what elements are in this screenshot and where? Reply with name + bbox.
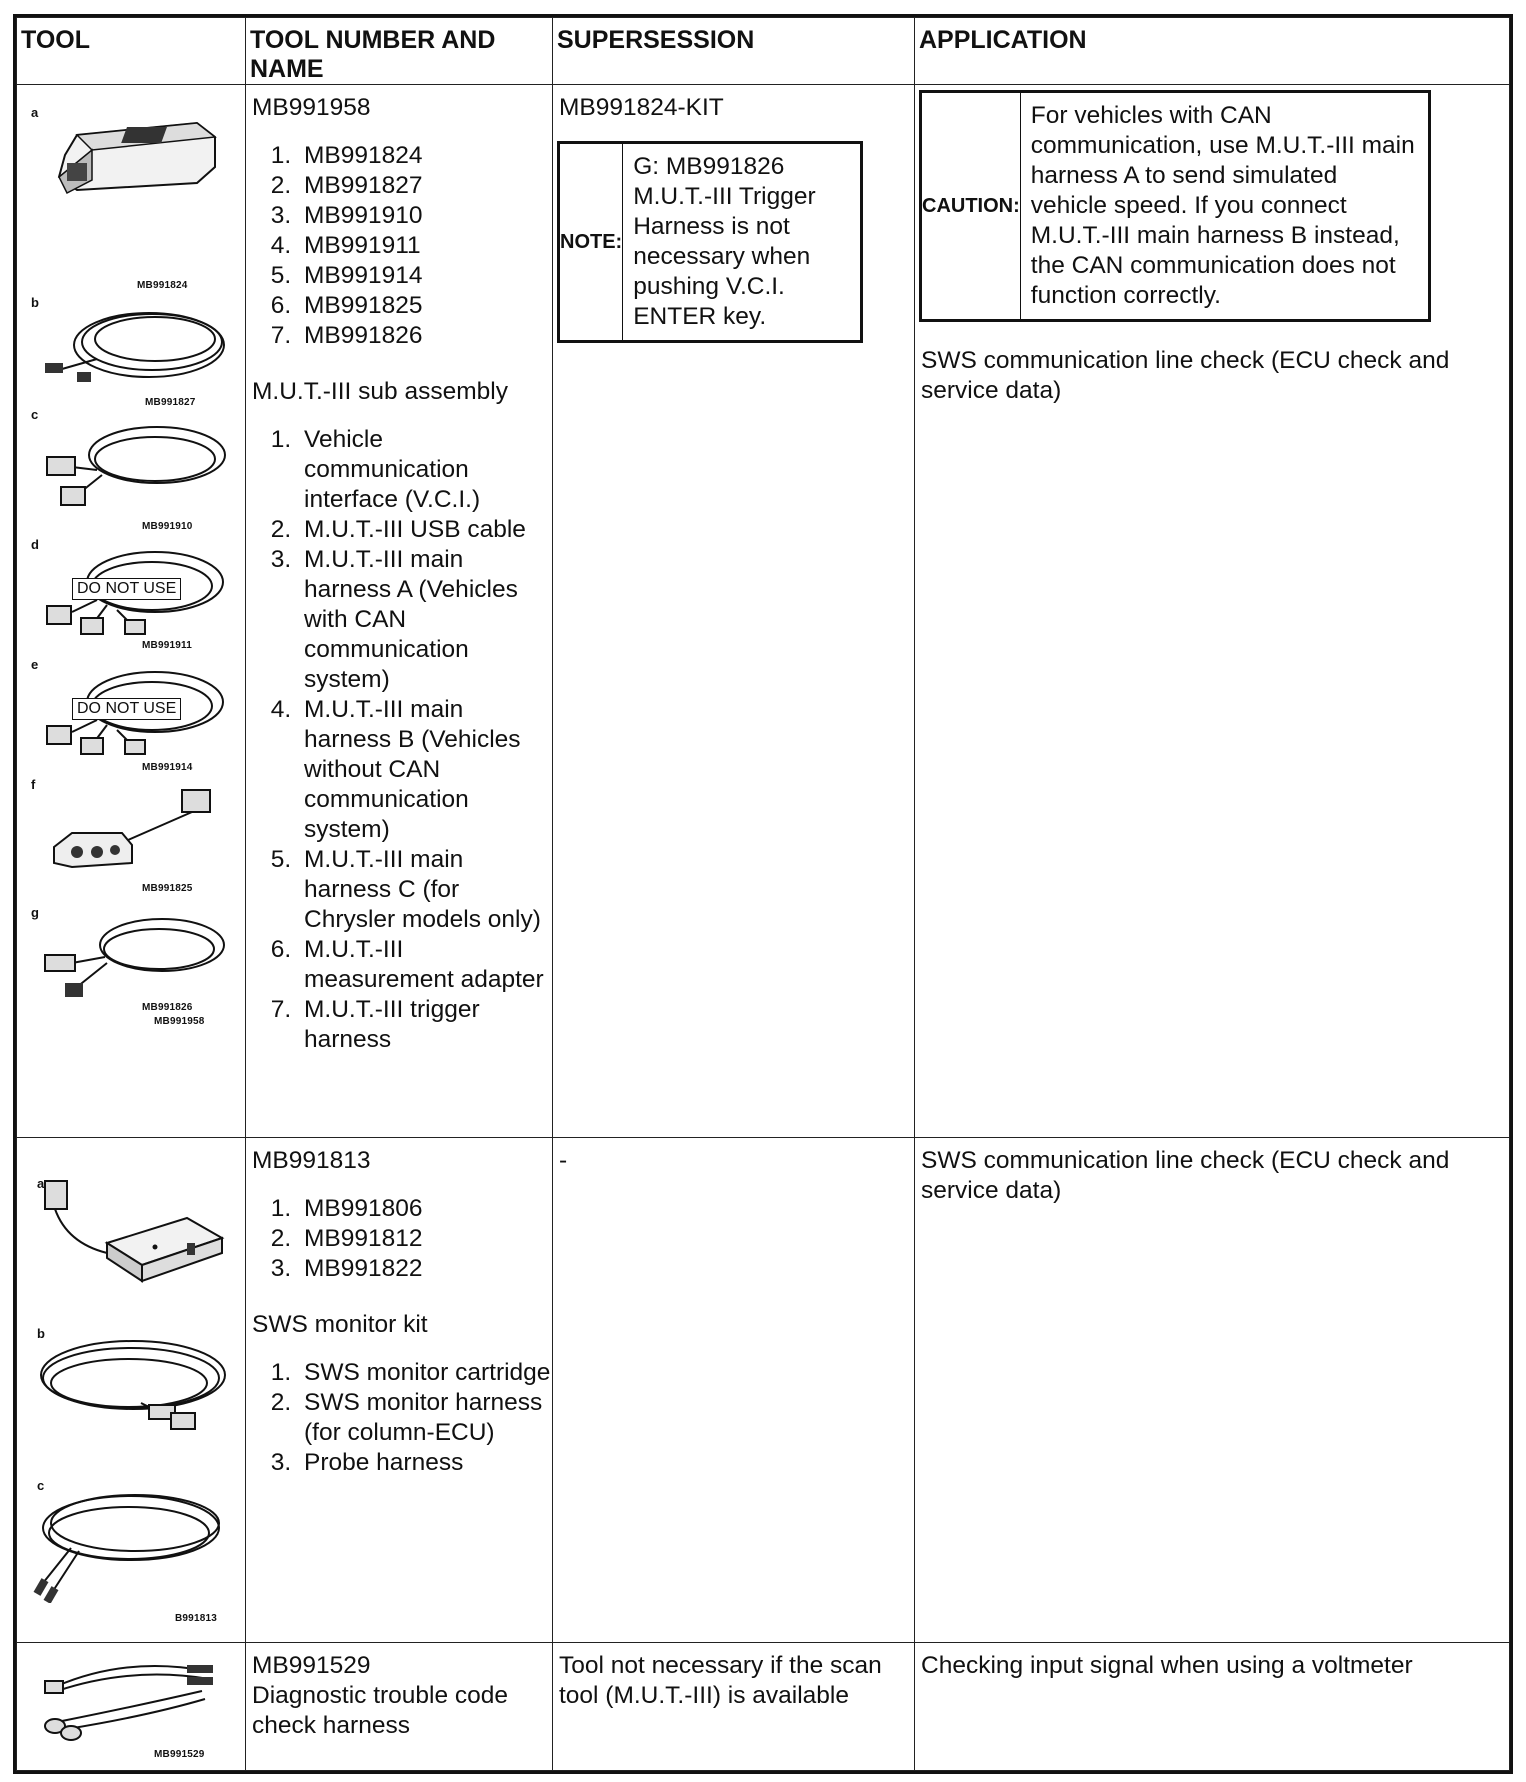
tool-number-cell: [246, 1643, 553, 1771]
tool-illustration-mb991813: [17, 1138, 246, 1643]
supersession-cell: [553, 1138, 915, 1643]
tool-number-cell: [246, 1138, 553, 1643]
supersession-value: MB991824-KIT: [559, 94, 724, 121]
image-letter: b: [31, 295, 39, 310]
sws-monitor-harness-image: [31, 1333, 236, 1443]
note-text: G: MB991826 M.U.T.-III Trigger Harness is not necessary when pushing V.C.I. ENTER key.: [633, 153, 816, 330]
image-letter: c: [31, 407, 39, 422]
sub-assembly-list: [246, 1358, 552, 1478]
list-item: 7. MB991826: [298, 321, 552, 351]
image-letter: f: [31, 777, 36, 792]
supersession-cell: [553, 85, 915, 1138]
main-harness-image: [37, 415, 232, 515]
usb-cable-image: [37, 297, 232, 392]
list-item: 1. MB991806: [298, 1194, 552, 1224]
tool-number: MB991958: [252, 94, 371, 121]
part-list: [246, 1194, 552, 1284]
list-item: 1. Vehicle communication interface (V.C.I.): [298, 425, 552, 515]
part-number: MB991910: [142, 521, 193, 532]
image-letter: a: [31, 105, 39, 120]
list-item: 4. MB991911: [298, 231, 552, 261]
part-list: [246, 141, 552, 351]
list-item: 3. M.U.T.-III main harness A (Vehicles with CAN communication system): [298, 545, 552, 695]
list-item: 6. M.U.T.-III measurement adapter: [298, 935, 552, 995]
image-letter: e: [31, 657, 39, 672]
part-number: MB991827: [145, 397, 196, 408]
supersession-value: -: [559, 1147, 568, 1174]
caution-label: CAUTION:: [922, 93, 1021, 319]
image-caption: MB991529: [154, 1749, 205, 1760]
list-item: 4. M.U.T.-III main harness B (Vehicles without CAN communication system): [298, 695, 552, 845]
do-not-use-label: DO NOT USE: [72, 578, 181, 600]
sub-assembly-title: M.U.T.-III sub assembly: [252, 378, 508, 405]
image-letter: d: [31, 537, 39, 552]
trigger-harness-image: [37, 905, 232, 1005]
application-cell: [915, 1643, 1510, 1771]
list-item: 2. MB991812: [298, 1224, 552, 1254]
tool-illustration-mb991529: [17, 1643, 246, 1771]
list-item: 5. M.U.T.-III main harness C (for Chrysler models only): [298, 845, 552, 935]
image-letter: a: [37, 1176, 45, 1191]
vci-unit-image: [47, 105, 222, 200]
application-cell: [915, 1138, 1510, 1643]
note-box: [557, 141, 863, 343]
table-row: [17, 85, 1510, 1138]
list-item: 7. M.U.T.-III trigger harness: [298, 995, 552, 1055]
application-text: Checking input signal when using a voltmeter: [921, 1652, 1413, 1679]
list-item: 6. MB991825: [298, 291, 552, 321]
header-application: APPLICATION: [915, 18, 1510, 85]
part-number: MB991914: [142, 762, 193, 773]
sub-assembly-list: [246, 425, 552, 1055]
list-item: 3. MB991822: [298, 1254, 552, 1284]
list-item: 2. M.U.T.-III USB cable: [298, 515, 552, 545]
list-item: 2. MB991827: [298, 171, 552, 201]
table-row: [17, 1643, 1510, 1771]
tool-number-cell: [246, 85, 553, 1138]
do-not-use-label: DO NOT USE: [72, 698, 181, 720]
list-item: 5. MB991914: [298, 261, 552, 291]
probe-harness-image: [31, 1483, 231, 1603]
dtc-check-harness-image: [37, 1651, 232, 1746]
sub-assembly-title: SWS monitor kit: [252, 1311, 428, 1338]
header-row: [17, 18, 1510, 85]
special-tools-table: [13, 14, 1513, 1774]
image-caption: MB991958: [154, 1016, 205, 1027]
tool-number: MB991529: [252, 1652, 371, 1679]
header-tool: TOOL: [17, 18, 246, 85]
image-caption: B991813: [175, 1613, 217, 1624]
header-tool-number: TOOL NUMBER AND NAME: [246, 18, 553, 85]
tool-illustration-mb991958: [17, 85, 246, 1138]
measurement-adapter-image: [42, 785, 227, 880]
supersession-cell: [553, 1643, 915, 1771]
image-letter: c: [37, 1478, 45, 1493]
application-text: SWS communication line check (ECU check and service data): [921, 1147, 1450, 1204]
list-item: 3. MB991910: [298, 201, 552, 231]
list-item: 1. MB991824: [298, 141, 552, 171]
part-number: MB991824: [137, 280, 188, 291]
part-number: MB991826: [142, 1002, 193, 1013]
note-label: NOTE:: [560, 144, 623, 340]
part-number: MB991911: [142, 640, 192, 651]
caution-box: [919, 90, 1431, 322]
header-supersession: SUPERSESSION: [553, 18, 915, 85]
supersession-value: Tool not necessary if the scan tool (M.U.T.-III) is available: [559, 1652, 882, 1709]
caution-text: For vehicles with CAN communication, use M.U.T.-III main harness A to send simulated vehicle speed. If you connect M.U.T.-III main harness B instead, the CAN communication does not function correctly.: [1030, 102, 1415, 309]
list-item: 2. SWS monitor harness (for column-ECU): [298, 1388, 552, 1448]
application-cell: [915, 85, 1510, 1138]
list-item: 3. Probe harness: [298, 1448, 552, 1478]
sws-monitor-cartridge-image: [37, 1173, 232, 1293]
table-row: [17, 1138, 1510, 1643]
tools-table: [16, 17, 1510, 1771]
image-letter: b: [37, 1326, 45, 1341]
tool-name: Diagnostic trouble code check harness: [252, 1682, 509, 1739]
application-text: SWS communication line check (ECU check and service data): [921, 347, 1450, 404]
list-item: 1. SWS monitor cartridge: [298, 1358, 552, 1388]
part-number: MB991825: [142, 883, 193, 894]
image-letter: g: [31, 905, 39, 920]
tool-number: MB991813: [252, 1147, 371, 1174]
